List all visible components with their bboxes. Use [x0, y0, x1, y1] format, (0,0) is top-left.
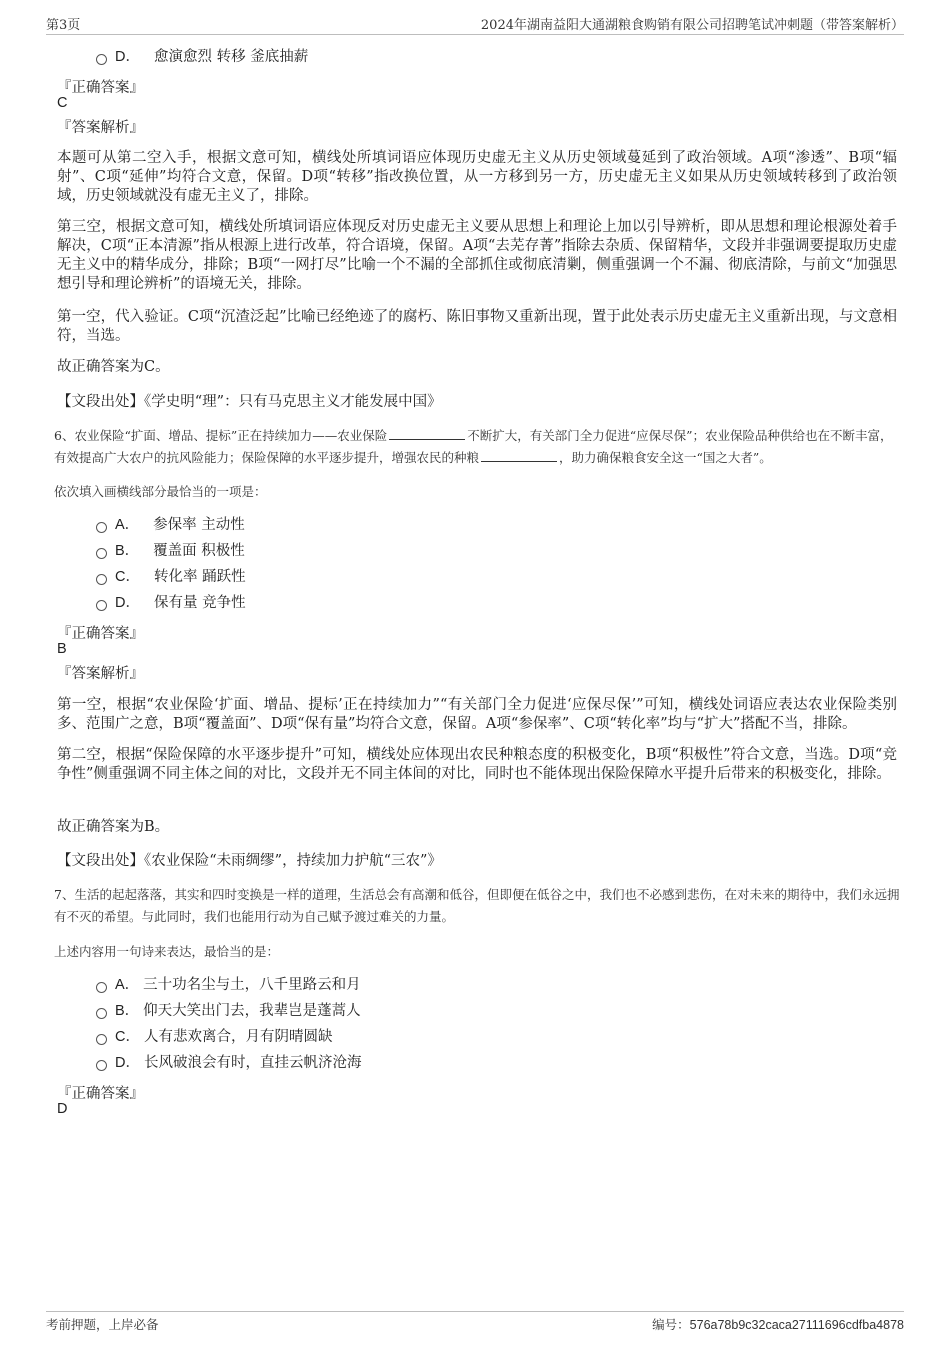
radio-icon[interactable] — [96, 1034, 107, 1045]
question-prompt: 依次填入画横线部分最恰当的一项是： — [54, 484, 267, 499]
radio-icon[interactable] — [96, 600, 107, 611]
correct-answer-value: C — [57, 95, 68, 111]
correct-answer-label: 『正确答案』 — [57, 1086, 144, 1102]
page-number: 第3页 — [46, 18, 81, 33]
document-code: 编号：576a78b9c32caca27111696cdfba4878 — [652, 1318, 904, 1332]
correct-answer-value: D — [57, 1101, 68, 1117]
page-header — [46, 14, 904, 35]
analysis-paragraph: 第二空，根据“保险保障的水平逐步提升”可知，横线处应体现出农民种粮态度的积极变化，B项“积极性”符合文意，当选。D项“竞争性”侧重强调不同主体之间的对比，文段并无不同主体间的对比，同时也不能体现出保险保障水平提升后带来的积极变化，排除。 — [57, 747, 897, 782]
correct-answer-label: 『正确答案』 — [57, 80, 144, 96]
footer-slogan: 考前押题，上岸必备 — [46, 1317, 159, 1332]
radio-icon[interactable] — [96, 54, 107, 65]
q6-option-c[interactable]: C． 转化率 踊跃性 — [96, 567, 246, 587]
radio-icon[interactable] — [96, 522, 107, 533]
q6-option-a[interactable]: A． 参保率 主动性 — [96, 515, 245, 535]
source-citation: 【文段出处】《学史明“理”：只有马克思主义才能发展中国》 — [57, 394, 442, 410]
analysis-conclusion: 故正确答案为B。 — [57, 819, 170, 835]
radio-icon[interactable] — [96, 982, 107, 993]
correct-answer-value: B — [57, 641, 67, 657]
analysis-paragraph: 本题可从第二空入手，根据文意可知，横线处所填词语应体现历史虚无主义从历史领域蔓延到了政治领域。A项“渗透”、B项“辐射”、C项“延伸”均符合文意，保留。D项“转移”指改换位置，从一方移到另一方，历史虚无主义如果从历史领域转移到了政治领域，历史领域就没有虚无主义了，排除。 — [57, 150, 897, 204]
fill-blank — [389, 427, 465, 440]
page-footer — [46, 1311, 904, 1335]
question-stem: 6、农业保险“扩面、增品、提标”正在持续加力——农业保险 不断扩大，有关部门全力促进“应保尽保”；农业保险品种供给也在不断丰富，有效提高广大农户的抗风险能力；保险保障的水平逐步提升，增强农民的种粮 ，助力确保粮食安全这一“国之大者”。 — [54, 428, 893, 465]
analysis-paragraph: 第一空，根据“农业保险‘扩面、增品、提标’正在持续加力”“有关部门全力促进‘应保尽保’”可知，横线处词语应表达农业保险类别多、范围广之意，B项“覆盖面”、D项“保有量”均符合文意，保留。A项“参保率”、C项“转化率”均与“扩大”搭配不当，排除。 — [57, 697, 897, 732]
radio-icon[interactable] — [96, 574, 107, 585]
analysis-paragraph: 第三空，根据文意可知，横线处所填词语应体现反对历史虚无主义要从思想上和理论上加以引导辨析，即从思想和理论根源处着手解决，C项“正本清源”指从根源上进行改革，符合语境，保留。A项“去芜存菁”指除去杂质、保留精华，文段并非强调要提取历史虚无主义中的精华成分，排除；B项“一网打尽”比喻一个不漏的全部抓住或彻底清剿，侧重强调一个不漏、彻底清除，与前文“加强思想引导和理论辨析”的语境无关，排除。 — [57, 219, 897, 292]
q7-option-d[interactable]: D． 长风破浪会有时，直挂云帆济沧海 — [96, 1053, 361, 1073]
source-citation: 【文段出处】《农业保险“未雨绸缪”，持续加力护航“三农”》 — [57, 853, 442, 869]
question-stem: 7、生活的起起落落，其实和四时变换是一样的道理，生活总会有高潮和低谷，但即便在低谷之中，我们也不必感到悲伤，在对未来的期待中，我们永远拥有不灭的希望。与此同时，我们也能用行动为自己赋予渡过难关的力量。 — [54, 887, 900, 924]
q6-option-d[interactable]: D． 保有量 竞争性 — [96, 593, 246, 613]
analysis-label: 『答案解析』 — [57, 120, 144, 136]
q7-option-a[interactable]: A． 三十功名尘与土，八千里路云和月 — [96, 975, 361, 995]
radio-icon[interactable] — [96, 548, 107, 559]
question-prompt: 上述内容用一句诗来表达，最恰当的是： — [54, 944, 280, 959]
correct-answer-label: 『正确答案』 — [57, 626, 144, 642]
radio-icon[interactable] — [96, 1060, 107, 1071]
q5-option-d[interactable]: D． 愈演愈烈 转移 釜底抽薪 — [96, 47, 308, 67]
analysis-label: 『答案解析』 — [57, 666, 144, 682]
fill-blank — [481, 449, 557, 462]
analysis-conclusion: 故正确答案为C。 — [57, 359, 170, 375]
q7-option-c[interactable]: C． 人有悲欢离合，月有阴晴圆缺 — [96, 1027, 332, 1047]
radio-icon[interactable] — [96, 1008, 107, 1019]
document-title: 2024年湖南益阳大通湖粮食购销有限公司招聘笔试冲刺题（带答案解析） — [480, 18, 904, 33]
q6-option-b[interactable]: B． 覆盖面 积极性 — [96, 541, 245, 561]
q7-option-b[interactable]: B． 仰天大笑出门去，我辈岂是蓬蒿人 — [96, 1001, 361, 1021]
analysis-paragraph: 第一空，代入验证。C项“沉渣泛起”比喻已经绝迹了的腐朽、陈旧事物又重新出现，置于此处表示历史虚无主义重新出现，与文意相符，当选。 — [57, 309, 897, 344]
